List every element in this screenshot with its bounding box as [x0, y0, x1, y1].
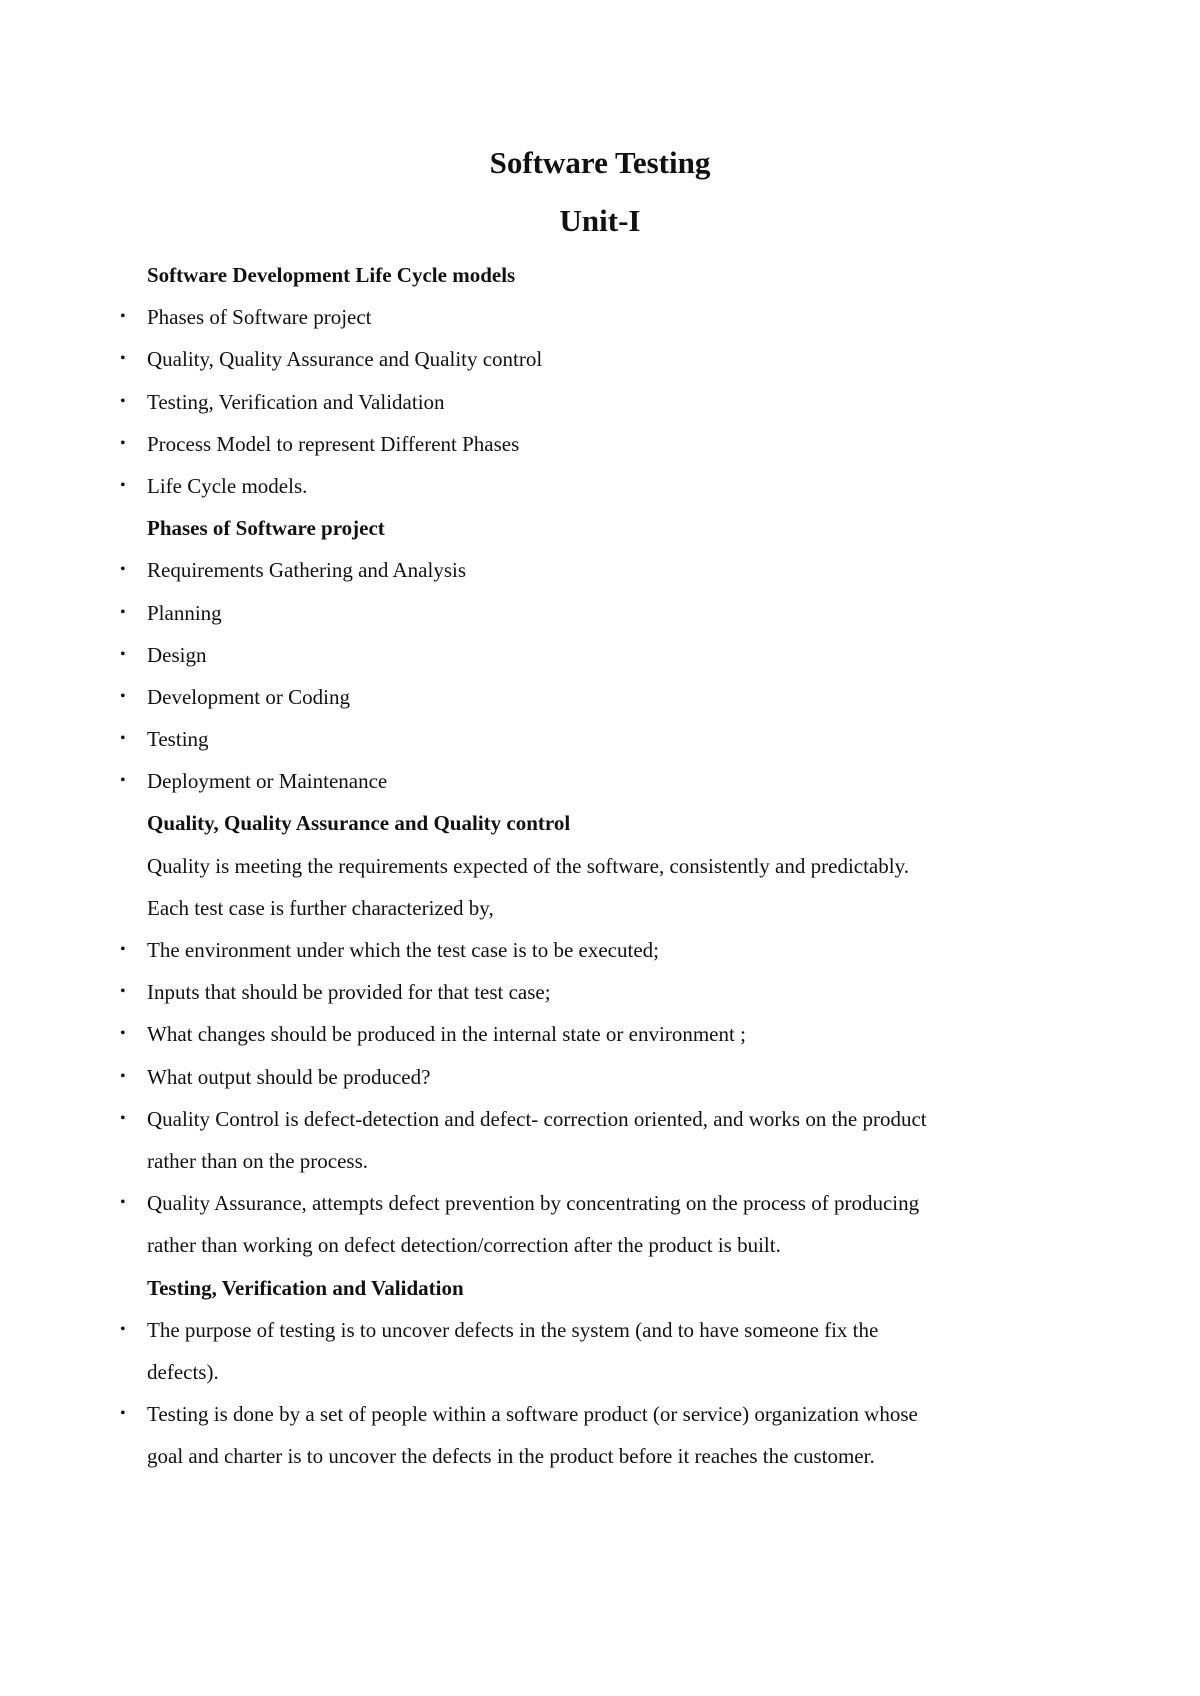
bullet-icon: •: [120, 308, 126, 326]
bullet-icon: •: [120, 645, 126, 663]
list-item: [120, 718, 1059, 760]
section-heading-testing: Testing, Verification and Validation: [147, 1275, 464, 1300]
bullet-icon: •: [120, 772, 126, 790]
bullet-icon: •: [120, 434, 126, 452]
list-item: [120, 760, 1059, 802]
list-item-text: Development or Coding: [147, 684, 350, 709]
list-item-text: What output should be produced?: [147, 1064, 431, 1089]
list-item: [120, 381, 1059, 423]
bullet-icon: •: [120, 1109, 126, 1127]
bullet-icon: •: [120, 730, 126, 748]
list-item-text: Testing, Verification and Validation: [147, 389, 445, 414]
bullet-icon: •: [120, 476, 126, 494]
list-item: [120, 423, 1059, 465]
paragraph: Quality is meeting the requirements expected of the software, consistently and predictably.: [147, 853, 909, 878]
list-item: [120, 1056, 1059, 1098]
bullet-icon: •: [120, 941, 126, 958]
bullet-icon: •: [120, 1194, 126, 1212]
list-item-text: Testing is done by a set of people within a software product (or service) organization whose: [147, 1402, 918, 1427]
list-item: [120, 465, 1059, 507]
list-item-text: Inputs that should be provided for that test case;: [147, 980, 551, 1005]
section-heading-quality: Quality, Quality Assurance and Quality control: [147, 811, 571, 836]
list-item: [120, 1013, 1059, 1055]
document-body: [120, 254, 1059, 1477]
bullet-icon: •: [120, 983, 126, 1001]
list-item-text: The purpose of testing is to uncover defects in the system (and to have someone fix the: [147, 1317, 879, 1342]
list-item: [120, 634, 1059, 676]
list-item: [120, 929, 1059, 971]
section-heading-sdlc: Software Development Life Cycle models: [147, 263, 516, 287]
list-item-text: The environment under which the test case is to be executed;: [147, 938, 659, 962]
bullet-icon: •: [120, 1320, 126, 1338]
section-heading-phases: Phases of Software project: [147, 516, 385, 541]
bullet-icon: •: [120, 1067, 126, 1085]
list-item-text: Requirements Gathering and Analysis: [147, 558, 467, 583]
list-item-text: Deployment or Maintenance: [147, 769, 388, 794]
list-item-text: Quality, Quality Assurance and Quality control: [147, 347, 543, 372]
list-item: [120, 592, 1059, 634]
list-item-text: What changes should be produced in the internal state or environment ;: [147, 1022, 746, 1047]
list-item-continuation: rather than working on defect detection/correction after the product is built.: [147, 1233, 781, 1258]
list-item: [120, 1309, 1059, 1351]
list-item-continuation: rather than on the process.: [147, 1148, 369, 1173]
bullet-icon: •: [120, 603, 126, 621]
paragraph: Each test case is further characterized by,: [147, 895, 494, 920]
list-item: [120, 1182, 1059, 1224]
bullet-icon: •: [120, 350, 126, 368]
list-item-text: Quality Assurance, attempts defect prevention by concentrating on the process of producing: [147, 1191, 920, 1216]
list-item: [120, 338, 1059, 380]
list-item: [120, 549, 1059, 591]
list-item-text: Testing: [147, 727, 209, 752]
list-item-text: Process Model to represent Different Phases: [147, 431, 520, 456]
list-item: [120, 1098, 1059, 1140]
list-item-text: Quality Control is defect-detection and defect- correction oriented, and works on the product: [147, 1106, 927, 1131]
bullet-icon: •: [120, 1405, 126, 1423]
list-item: [120, 296, 1059, 338]
list-item-text: Design: [147, 642, 207, 667]
unit-title: Unit-I: [559, 203, 641, 238]
bullet-icon: •: [120, 687, 126, 705]
list-item: [120, 676, 1059, 718]
bullet-icon: •: [120, 561, 126, 579]
list-item: [120, 1393, 1059, 1435]
list-item-text: Phases of Software project: [147, 305, 372, 330]
list-item-text: Planning: [147, 600, 222, 625]
bullet-icon: •: [120, 392, 126, 410]
document-title: Software Testing: [489, 145, 711, 180]
list-item-text: Life Cycle models.: [147, 473, 308, 498]
list-item-continuation: defects).: [147, 1359, 219, 1384]
list-item: [120, 971, 1059, 1013]
list-item-continuation: goal and charter is to uncover the defects in the product before it reaches the customer.: [147, 1444, 875, 1469]
bullet-icon: •: [120, 1025, 126, 1043]
